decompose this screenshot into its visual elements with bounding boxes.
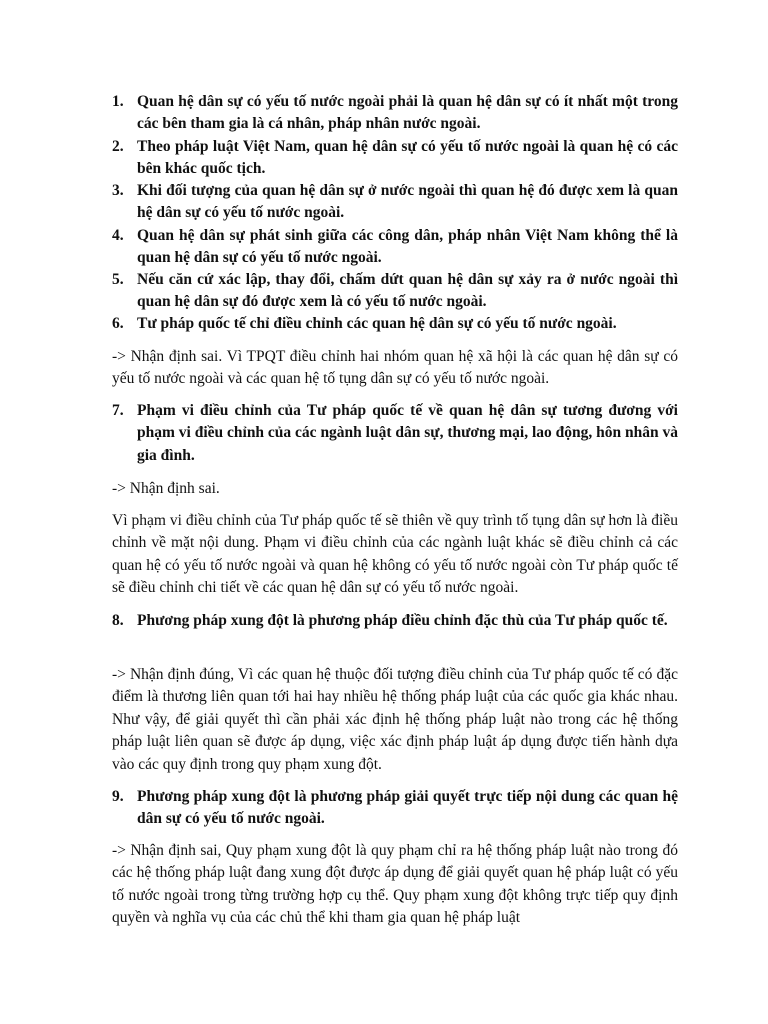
question-4 xyxy=(112,225,678,270)
question-5-text: Nếu căn cứ xác lập, thay đổi, chấm dứt quan hệ dân sự xảy ra ở nước ngoài thì quan hệ dân sự đó được xem là có yếu tố nước ngoài. xyxy=(137,271,678,311)
question-7-text: Phạm vi điều chỉnh của Tư pháp quốc tế về quan hệ dân sự tương đương với phạm vi điều chỉnh của các ngành luật dân sự, thương mại, lao động, hôn nhân và gia đình. xyxy=(137,402,678,464)
question-4-text: Quan hệ dân sự phát sinh giữa các công dân, pháp nhân Việt Nam không thể là quan hệ dân sự có yếu tố nước ngoài. xyxy=(137,227,678,267)
question-3 xyxy=(112,180,678,225)
question-8 xyxy=(112,610,678,632)
question-1-text: Quan hệ dân sự có yếu tố nước ngoài phải là quan hệ dân sự có ít nhất một trong các bên tham gia là cá nhân, pháp nhân nước ngoài. xyxy=(137,93,678,133)
answer-9: -> Nhận định sai, Quy phạm xung đột là quy phạm chỉ ra hệ thống pháp luật nào trong đó các hệ thống pháp luật đang xung đột được áp dụng để giải quyết quan hệ pháp luật có yếu tố nước ngoài trong từng trường hợp cụ thể. Quy phạm xung đột không trực tiếp quy định quyền và nghĩa vụ của các chủ thể khi tham gia quan hệ pháp luật xyxy=(112,842,678,927)
question-9-number: 9. xyxy=(112,788,124,805)
question-5 xyxy=(112,269,678,314)
question-1 xyxy=(112,91,678,136)
question-6 xyxy=(112,313,678,335)
answer-7: -> Nhận định sai. xyxy=(112,480,220,497)
question-8-text: Phương pháp xung đột là phương pháp điều chỉnh đặc thù của Tư pháp quốc tế. xyxy=(137,612,668,629)
question-3-text: Khi đối tượng của quan hệ dân sự ở nước ngoài thì quan hệ đó được xem là quan hệ dân sự có yếu tố nước ngoài. xyxy=(137,182,678,222)
question-9 xyxy=(112,786,678,831)
question-5-number: 5. xyxy=(112,271,124,288)
question-7-number: 7. xyxy=(112,402,124,419)
question-8-number: 8. xyxy=(112,612,124,629)
question-2-text: Theo pháp luật Việt Nam, quan hệ dân sự có yếu tố nước ngoài là quan hệ có các bên khác quốc tịch. xyxy=(137,138,678,178)
question-6-text: Tư pháp quốc tế chỉ điều chỉnh các quan hệ dân sự có yếu tố nước ngoài. xyxy=(137,315,617,332)
question-3-number: 3. xyxy=(112,182,124,199)
answer-8: -> Nhận định đúng, Vì các quan hệ thuộc đối tượng điều chỉnh của Tư pháp quốc tế có đặc điểm là thương liên quan tới hai hay nhiều hệ thống pháp luật của các quốc gia khác nhau. Như vậy, để giải quyết thì cần phải xác định hệ thống pháp luật nào trong các hệ thống pháp luật liên quan sẽ được áp dụng, việc xác định pháp luật áp dụng được tiến hành dựa vào các quy định trong quy phạm xung đột. xyxy=(112,666,678,773)
question-1-number: 1. xyxy=(112,93,124,110)
answer-6: -> Nhận định sai. Vì TPQT điều chỉnh hai nhóm quan hệ xã hội là các quan hệ dân sự có yếu tố nước ngoài và các quan hệ tố tụng dân sự có yếu tố nước ngoài. xyxy=(112,348,678,388)
question-2 xyxy=(112,136,678,181)
answer-7-explanation: Vì phạm vi điều chỉnh của Tư pháp quốc tế sẽ thiên về quy trình tố tụng dân sự hơn là điều chỉnh về mặt nội dung. Phạm vi điều chỉnh của các ngành luật khác sẽ điều chỉnh cả các quan hệ có yếu tố nước ngoài và quan hệ không có yếu tố nước ngoài còn Tư pháp quốc tế sẽ điều chỉnh chi tiết về các quan hệ dân sự có yếu tố nước ngoài. xyxy=(112,512,678,597)
question-7 xyxy=(112,400,678,467)
question-6-number: 6. xyxy=(112,315,124,332)
question-2-number: 2. xyxy=(112,138,124,155)
question-4-number: 4. xyxy=(112,227,124,244)
question-9-text: Phương pháp xung đột là phương pháp giải quyết trực tiếp nội dung các quan hệ dân sự có yếu tố nước ngoài. xyxy=(137,788,678,828)
